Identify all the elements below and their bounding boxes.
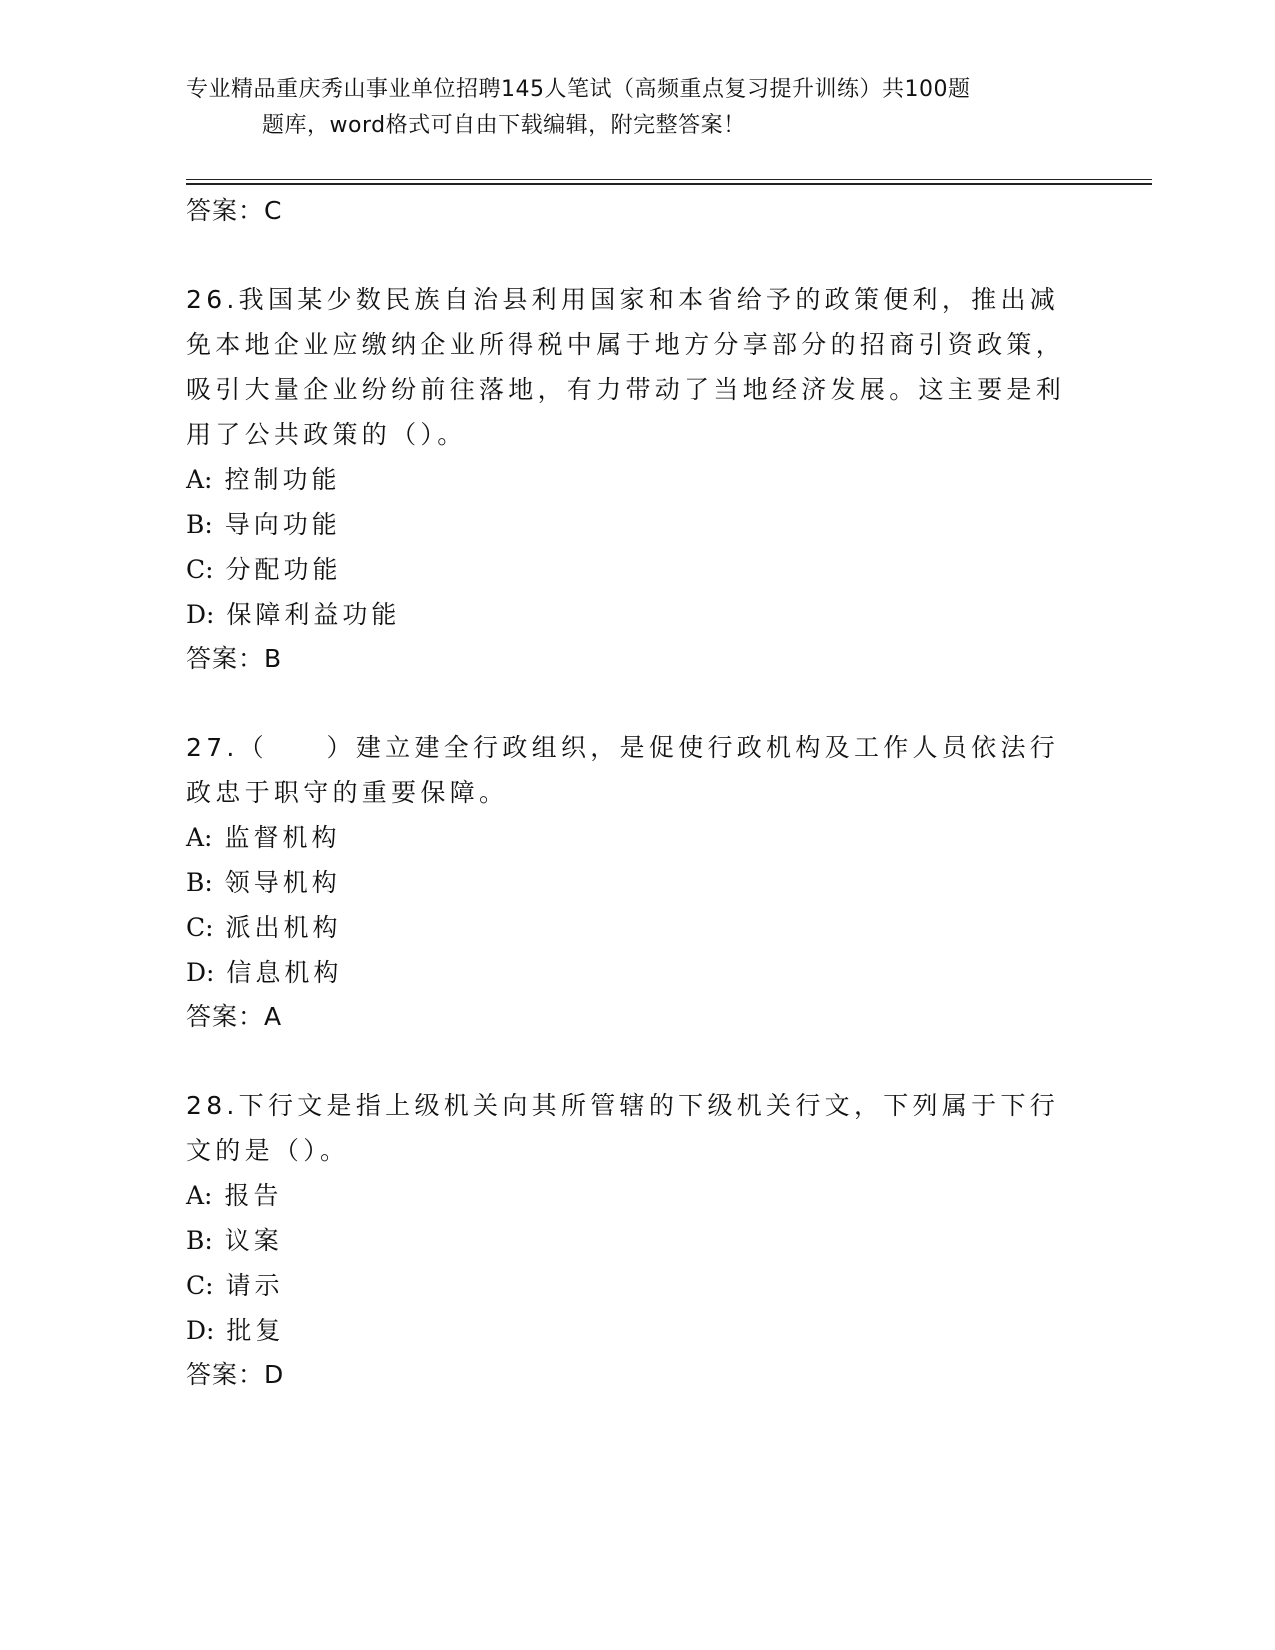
question-28-answer: 答案：D [186,1360,285,1389]
option-text: 信息机构 [226,958,343,987]
option-text: 批复 [226,1316,285,1345]
question-26-text: 26.我国某少数民族自治县利用国家和本省给予的政策便利，推出减免本地企业应缴纳企业所得税中属于地方分享部分的招商引资政策，吸引大量企业纷纷前往落地，有力带动了当地经济发展。这主要是利用了公共政策的（）。 [186,285,1066,449]
option-text: 控制功能 [224,465,341,494]
option-letter: C: [186,913,214,942]
question-list [186,189,1086,1397]
option-text: 议案 [224,1226,283,1255]
document-header [186,72,1066,144]
header-title-line1: 专业精品重庆秀山事业单位招聘145人笔试（高频重点复习提升训练）共100题 [186,77,971,102]
question-26-answer: 答案：B [186,644,283,673]
question-28-text: 28.下行文是指上级机关向其所管辖的下级机关行文，下列属于下行文的是（）。 [186,1091,1060,1165]
option-letter: A: [186,1181,213,1210]
header-title-line2: 题库，word格式可自由下载编辑，附完整答案！ [262,113,746,138]
question-26 [186,277,1086,681]
question-26-option-a [186,457,1086,502]
question-26-option-d [186,592,1086,637]
question-28-option-c [186,1263,1086,1308]
question-28-option-d [186,1308,1086,1353]
option-letter: D: [186,1316,215,1345]
question-27-text: 27.（ ）建立建全行政组织，是促使行政机构及工作人员依法行政忠于职守的重要保障。 [186,733,1060,807]
question-28-option-b [186,1218,1086,1263]
question-27-option-a [186,815,1086,860]
option-text: 分配功能 [225,555,342,584]
question-27-option-c [186,905,1086,950]
question-28-option-a [186,1173,1086,1218]
option-letter: B: [186,868,213,897]
previous-answer: 答案：C [186,196,283,225]
header-divider-thick [186,183,1152,185]
option-text: 导向功能 [224,510,341,539]
question-26-option-b [186,502,1086,547]
option-letter: D: [186,600,215,629]
option-letter: A: [186,465,213,494]
spacer [186,681,1086,725]
option-letter: B: [186,1226,213,1255]
header-divider-thin [186,179,1152,180]
option-text: 监督机构 [224,823,341,852]
spacer [186,1039,1086,1083]
option-letter: C: [186,555,214,584]
option-text: 请示 [225,1271,284,1300]
option-letter: D: [186,958,215,987]
question-26-option-c [186,547,1086,592]
question-27-option-d [186,950,1086,995]
spacer [186,233,1086,277]
option-letter: C: [186,1271,214,1300]
option-letter: B: [186,510,213,539]
question-27-option-b [186,860,1086,905]
option-text: 领导机构 [224,868,341,897]
option-text: 派出机构 [225,913,342,942]
option-text: 保障利益功能 [226,600,401,629]
option-text: 报告 [224,1181,283,1210]
question-28 [186,1083,1086,1397]
option-letter: A: [186,823,213,852]
question-27 [186,725,1086,1039]
question-27-answer: 答案：A [186,1002,283,1031]
